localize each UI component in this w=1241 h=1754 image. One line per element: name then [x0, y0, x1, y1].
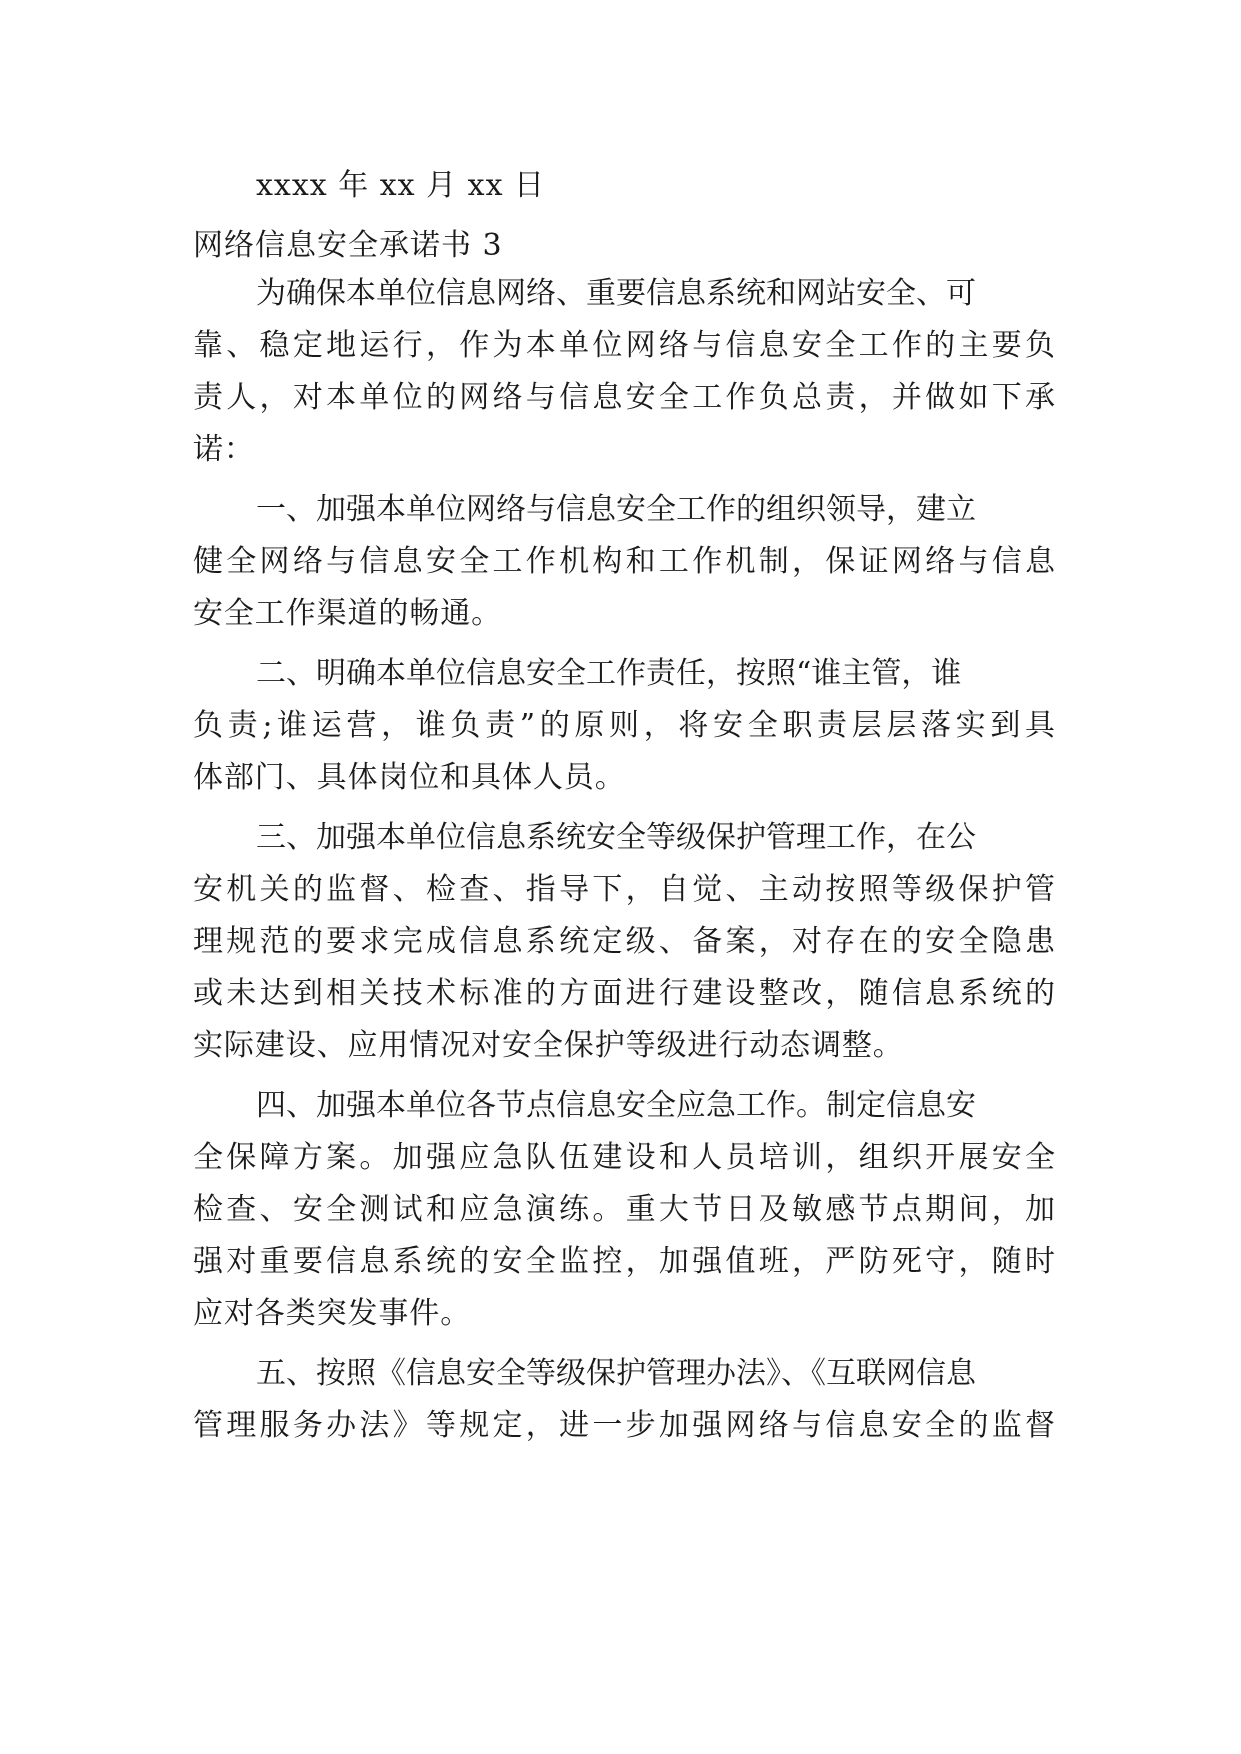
- document-title: 网络信息安全承诺书 3: [193, 228, 503, 263]
- paragraph-line: 实际建设、应用情况对安全保护等级进行动态调整。: [193, 1028, 904, 1063]
- paragraph-line: 理规范的要求完成信息系统定级、备案，对存在的安全隐患: [193, 924, 1055, 959]
- paragraph-line: 检查、安全测试和应急演练。重大节日及敏感节点期间，加: [193, 1192, 1055, 1227]
- paragraph-line: 或未达到相关技术标准的方面进行建设整改，随信息系统的: [193, 976, 1055, 1011]
- paragraph-line: 体部门、具体岗位和具体人员。: [193, 760, 626, 795]
- paragraph-line: 安全工作渠道的畅通。: [193, 596, 502, 631]
- paragraph-line: 责人，对本单位的网络与信息安全工作负总责，并做如下承: [193, 380, 1055, 415]
- paragraph-line: 二、明确本单位信息安全工作责任，按照“谁主管，谁: [256, 656, 962, 691]
- paragraph-line: 五、按照《信息安全等级保护管理办法》、《互联网信息: [256, 1356, 976, 1391]
- paragraph-line: 应对各类突发事件。: [193, 1296, 472, 1331]
- paragraph-line: 靠、稳定地运行，作为本单位网络与信息安全工作的主要负: [193, 328, 1055, 363]
- paragraph-line: 一、加强本单位网络与信息安全工作的组织领导，建立: [256, 492, 976, 527]
- paragraph-line: 为确保本单位信息网络、重要信息系统和网站安全、可: [256, 276, 976, 311]
- paragraph-line: 负责;谁运营，谁负责”的原则，将安全职责层层落实到具: [193, 708, 1055, 743]
- paragraph-line: 四、加强本单位各节点信息安全应急工作。制定信息安: [256, 1088, 976, 1123]
- date-line: xxxx 年 xx 月 xx 日: [256, 168, 546, 203]
- paragraph-line: 强对重要信息系统的安全监控，加强值班，严防死守，随时: [193, 1244, 1055, 1279]
- paragraph-line: 安机关的监督、检查、指导下，自觉、主动按照等级保护管: [193, 872, 1055, 907]
- paragraph-line: 健全网络与信息安全工作机构和工作机制，保证网络与信息: [193, 544, 1055, 579]
- paragraph-line: 诺：: [193, 432, 255, 467]
- paragraph-line: 三、加强本单位信息系统安全等级保护管理工作，在公: [256, 820, 976, 855]
- paragraph-line: 管理服务办法》等规定，进一步加强网络与信息安全的监督: [193, 1408, 1055, 1443]
- paragraph-line: 全保障方案。加强应急队伍建设和人员培训，组织开展安全: [193, 1140, 1055, 1175]
